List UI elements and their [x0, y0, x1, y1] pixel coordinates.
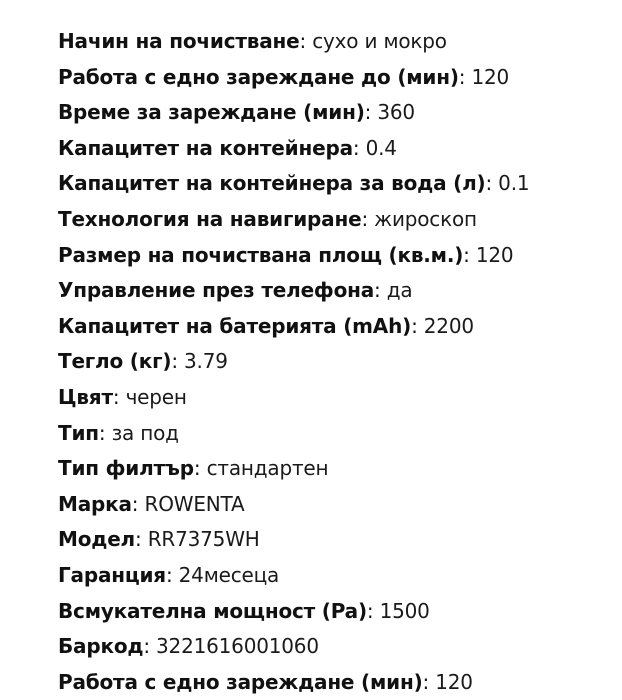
spec-value: сухо и мокро [312, 29, 447, 53]
spec-row-water-container [58, 166, 622, 202]
spec-label: Тип филтър [58, 456, 194, 481]
spec-separator: : [364, 100, 378, 125]
spec-value: 0.4 [365, 135, 397, 160]
spec-separator: : [463, 242, 476, 267]
spec-separator: : [193, 456, 207, 481]
spec-label: Модел [58, 527, 136, 552]
spec-row-container-capacity [58, 131, 622, 167]
spec-row-model [58, 522, 622, 558]
spec-label: Тип [58, 420, 99, 445]
spec-row-suction [58, 594, 622, 630]
spec-row-filter-type [58, 451, 622, 487]
spec-row-battery [58, 309, 622, 345]
spec-value: 120 [435, 669, 473, 694]
spec-separator: : [374, 278, 387, 303]
spec-separator: : [171, 349, 185, 374]
spec-list [58, 24, 622, 700]
spec-value: за под [111, 420, 179, 445]
spec-row-cleaning-area [58, 238, 622, 274]
spec-value: черен [125, 384, 187, 409]
spec-label: Баркод [58, 634, 144, 659]
spec-row-color [58, 380, 622, 416]
spec-value: ROWENTA [144, 491, 245, 516]
spec-row-charge-time [58, 95, 622, 131]
spec-row-type [58, 416, 622, 452]
spec-value: стандартен [206, 456, 329, 481]
spec-value: да [386, 278, 413, 303]
spec-separator: : [98, 420, 112, 445]
spec-label: Управление през телефона [58, 278, 375, 303]
spec-label: Размер на почиствана площ (кв.м.) [58, 242, 464, 267]
spec-label: Време за зареждане (мин) [58, 100, 365, 125]
spec-value: 0.1 [498, 171, 530, 196]
spec-label: Всмукателна мощност (Pa) [58, 598, 367, 623]
spec-value: RR7375WH [147, 527, 260, 552]
spec-value: 360 [377, 100, 415, 125]
spec-value: жироскоп [374, 206, 477, 231]
spec-label: Начин на почистване [58, 29, 300, 53]
spec-value: 3221616001060 [156, 634, 319, 659]
spec-row-barcode [58, 629, 622, 665]
spec-separator: : [135, 527, 148, 552]
spec-separator: : [112, 384, 126, 409]
spec-separator: : [411, 313, 424, 338]
spec-label: Тегло (кг) [58, 349, 172, 374]
spec-separator: : [485, 171, 499, 196]
spec-separator: : [422, 669, 436, 694]
spec-value: 2200 [423, 313, 474, 338]
spec-separator: : [143, 634, 157, 659]
spec-separator: : [458, 64, 472, 89]
spec-label: Марка [58, 491, 132, 516]
spec-label: Работа с едно зареждане (мин) [58, 669, 423, 694]
spec-label: Капацитет на батерията (mAh) [58, 313, 412, 338]
spec-row-runtime-single-charge [58, 665, 622, 700]
spec-separator: : [131, 491, 145, 516]
spec-label: Капацитет на контейнера за вода (л) [58, 171, 486, 196]
spec-row-runtime [58, 60, 622, 96]
spec-label: Гаранция [58, 562, 166, 587]
spec-separator: : [299, 29, 313, 53]
spec-value: 3.79 [184, 349, 228, 374]
spec-row-brand [58, 487, 622, 523]
spec-row-navigation [58, 202, 622, 238]
spec-label: Капацитет на контейнера [58, 135, 353, 160]
spec-label: Технология на навигиране [58, 206, 362, 231]
spec-value: 24месеца [178, 562, 280, 587]
spec-separator: : [352, 135, 366, 160]
spec-value: 120 [471, 64, 510, 89]
spec-row-warranty [58, 558, 622, 594]
spec-label: Работа с едно зареждане до (мин) [58, 64, 459, 89]
spec-separator: : [366, 598, 380, 623]
spec-row-cleaning-type [58, 24, 622, 60]
spec-label: Цвят [58, 384, 113, 409]
spec-value: 120 [475, 242, 514, 267]
spec-row-weight [58, 344, 622, 380]
spec-value: 1500 [379, 598, 430, 623]
spec-separator: : [165, 562, 179, 587]
spec-separator: : [361, 206, 375, 231]
spec-row-phone-control [58, 273, 622, 309]
